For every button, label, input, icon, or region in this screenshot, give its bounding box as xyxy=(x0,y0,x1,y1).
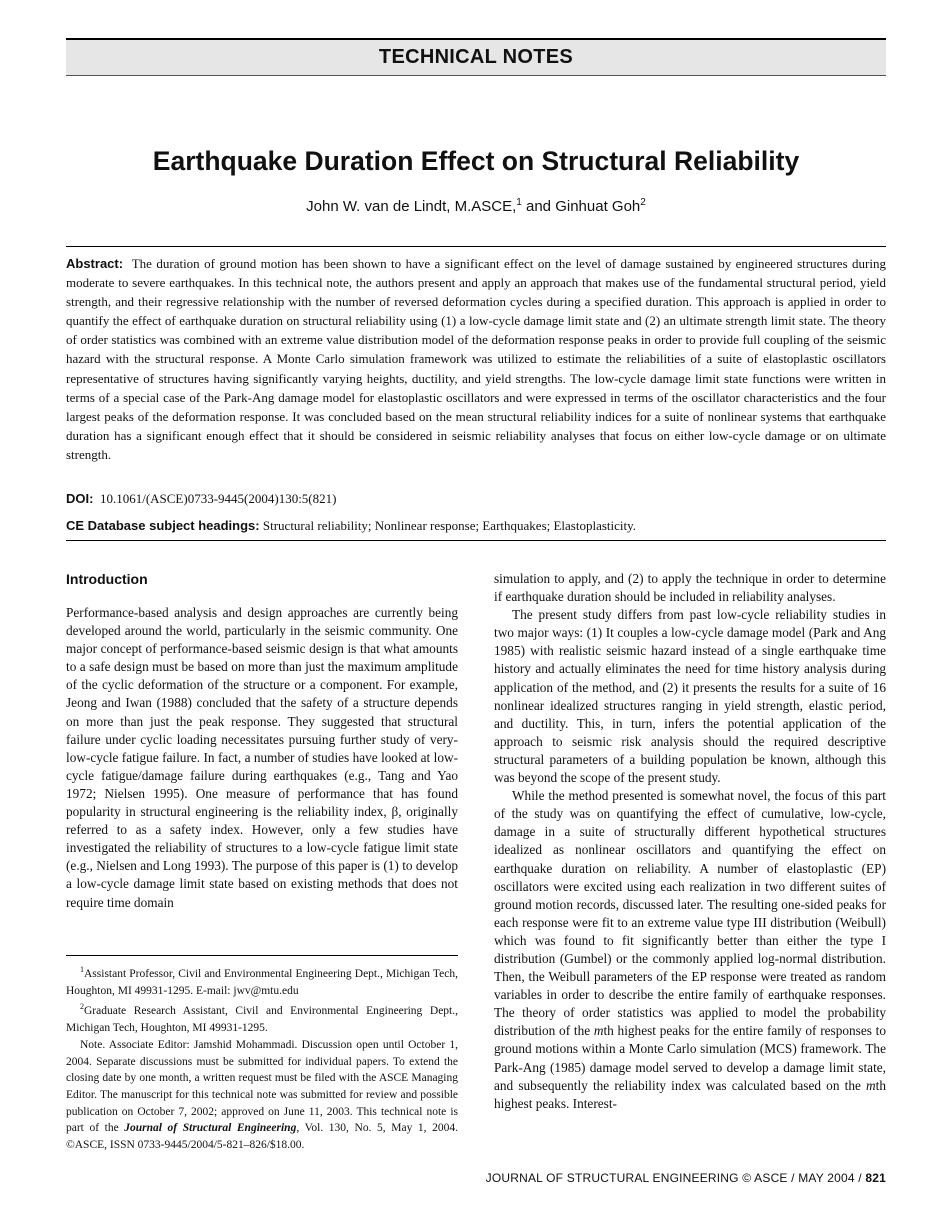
introduction-heading: Introduction xyxy=(66,571,148,587)
m-symbol: m xyxy=(593,1023,604,1039)
introduction-paragraph: Performance-based analysis and design approaches are currently being developed around the world, particularly in the seismic community. One major concept of performance-based seismic design is that what amounts to a safe design must be based on more than just the maximum amplitude of the cyclic deformation of the structure or a component. For example, Jeong and Iwan (1988) concluded that the safety of a structure depends on more than just the peak response. They suggested that structural failure under cyclic loading necessitates pursuing further study of very-low-cycle fatigue failure. In fact, a number of studies have looked at low-cycle fatigue/damage failure during earthquakes (e.g., Tang and Yao 1972; Nielsen 1995). One measure of performance that has found popularity in structural engineering is the reliability index, β, originally referred to as a safety index. However, only a few studies have investigated the reliability of structures to a low-cycle fatigue limit state (e.g., Nielsen and Long 1993). The purpose of this paper is (1) to develop a low-cycle damage limit state based on existing methods that does not require time domain xyxy=(66,605,458,910)
author-2: Ginhuat Goh xyxy=(555,198,641,215)
section-band-label: TECHNICAL NOTES xyxy=(378,46,574,68)
doi-value[interactable]: 10.1061/(ASCE)0733-9445(2004)130:5(821) xyxy=(99,491,337,506)
author-1: John W. van de Lindt, M.ASCE, xyxy=(306,198,517,215)
right-paragraph-3-a: While the method presented is somewhat novel, the focus of this part of the study was on quantifying the effect of cumulative, low-cycle, damage in a suite of structurally different hypothetical structures idealized as nonlinear oscillators and quantifying the effect on earthquake duration on reliability. A number of elastoplastic (EP) oscillators were excited using each realization in two different suites of ground motion records, discussed later. The resulting one-sided peaks for each response were fit to an extreme value type III distribution (Weibull) which was found to fit significantly better than either the type I distribution (Gumbel) or the commonly applied log-normal distribution. Then, the Weibull parameters of the EP response were treated as random variables in order to describe the entire family of earthquake responses. The theory of order statistics was applied to model the probability distribution of the xyxy=(494,788,886,1039)
paper-title: Earthquake Duration Effect on Structural Reliability xyxy=(152,146,800,176)
author-line xyxy=(66,197,886,215)
footnotes xyxy=(66,962,458,1154)
author-conjunction: and xyxy=(521,198,556,215)
page-footer xyxy=(486,1171,886,1185)
abstract-text: The duration of ground motion has been shown to have a significant effect on the level of damage sustained by engineered structures during moderate to severe earthquakes. In this technical note, the authors present and apply an approach that makes use of the fundamental structural period, yield strength, and their regressive relationship with the number of reversed deformation cycles during a specified duration. This approach is applied in order to quantify the effect of earthquake duration on structural reliability using (1) a low-cycle damage limit state and (2) an ultimate strength limit state. The theory of order statistics was combined with an extreme value distribution model of the deformation response peaks in order to provide full coupling of the seismic hazard with the structural response. A Monte Carlo simulation framework was utilized to estimate the reliabilities of a suite of elastoplastic oscillators representative of structures having significantly varying heights, ductility, and yield strengths. The low-cycle damage limit state functions were written in terms of a special case of the Park-Ang damage model for elastoplastic oscillators and were expressed in terms of the oscillator characteristics and the four largest peaks of the deformation response. It was concluded based on the mean structural reliability indices for a suite of nonlinear systems that earthquake duration has a significant enough effect that it should be considered in seismic reliability analyses that focus on either low-cycle damage or on ultimate strength. xyxy=(66,256,886,462)
author-1-affiliation-mark: 1 xyxy=(516,197,522,208)
subject-headings-value: Structural reliability; Nonlinear response; Earthquakes; Elastoplasticity. xyxy=(262,518,637,533)
page-number: 821 xyxy=(865,1171,886,1185)
abstract-label: Abstract: xyxy=(66,256,124,271)
footer-journal: JOURNAL OF STRUCTURAL ENGINEERING © ASCE / MAY 2004 / xyxy=(485,1171,866,1185)
editorial-note-pre: Note. Associate Editor: Jamshid Mohammadi. Discussion open until October 1, 2004. Separate discussions must be submitted for individual papers. To extend the closing date by one month, a written request must be filed with the ASCE Managing Editor. The manuscript for this technical note was submitted for review and possible publication on October 7, 2002; approved on June 11, 2003. This technical note is part of the xyxy=(66,1038,458,1135)
footnote-rule xyxy=(66,955,458,956)
subject-headings xyxy=(66,518,886,534)
footnote-1-mark: 1 xyxy=(80,965,84,974)
footnote-1 xyxy=(66,962,458,999)
doi-label: DOI: xyxy=(66,491,94,506)
abstract-top-rule xyxy=(66,246,886,247)
section-band xyxy=(66,38,886,76)
right-paragraph-1: simulation to apply, and (2) to apply the technique in order to determine if earthquake duration should be included in reliability analyses. xyxy=(494,571,886,605)
right-paragraph-3 xyxy=(494,787,886,1113)
footnote-2 xyxy=(66,999,458,1036)
right-paragraph-2: The present study differs from past low-cycle reliability studies in two major ways: (1) It couples a low-cycle damage model (Park and Ang 1985) with realistic seismic hazard instead of a single earthquake time history and actually eliminates the need for time history analysis during application of the method, and (2) it presents the results for a suite of 16 nonlinear idealized structures ranging in yield strength, elastic period, and ductility. This, in turn, infers the potential application of the approach to seismic risk analysis should the required descriptive structural parameters of a building population be known, although this was beyond the scope of the present study. xyxy=(494,607,886,786)
footnote-2-mark: 2 xyxy=(80,1002,84,1012)
doi-line xyxy=(66,491,886,507)
abstract xyxy=(66,254,886,464)
footnote-1-text: Assistant Professor, Civil and Environmental Engineering Dept., Michigan Tech, Houghton, MI 49931-1295. E-mail: jwv@mtu.edu xyxy=(66,968,458,997)
m-symbol: m xyxy=(866,1077,876,1093)
editorial-note-post: , Vol. 130, No. 5, May 1, 2004. ©ASCE, ISSN 0733-9445/2004/5-821–826/$18.00. xyxy=(66,1122,458,1152)
abstract-bottom-rule xyxy=(66,540,886,541)
left-column xyxy=(66,571,458,912)
right-paragraph-3-c: th highest peaks. Interest- xyxy=(494,1077,886,1111)
author-2-affiliation-mark: 2 xyxy=(640,197,646,208)
journal-name: Journal of Structural Engineering xyxy=(124,1122,297,1135)
right-column xyxy=(494,570,886,1113)
right-paragraph-3-b: th highest peaks for the entire family of responses to ground motions within a Monte Carlo simulation (MCS) framework. The Park-Ang (1985) damage model served to develop a damage limit state, and subsequently the reliability index was calculated based on the xyxy=(494,1023,886,1093)
subject-headings-label: CE Database subject headings: xyxy=(66,518,260,533)
footnote-2-text: Graduate Research Assistant, Civil and Environmental Engineering Dept., Michigan Tech, Houghton, MI 49931-1295. xyxy=(66,1005,458,1035)
editorial-note xyxy=(66,1037,458,1154)
